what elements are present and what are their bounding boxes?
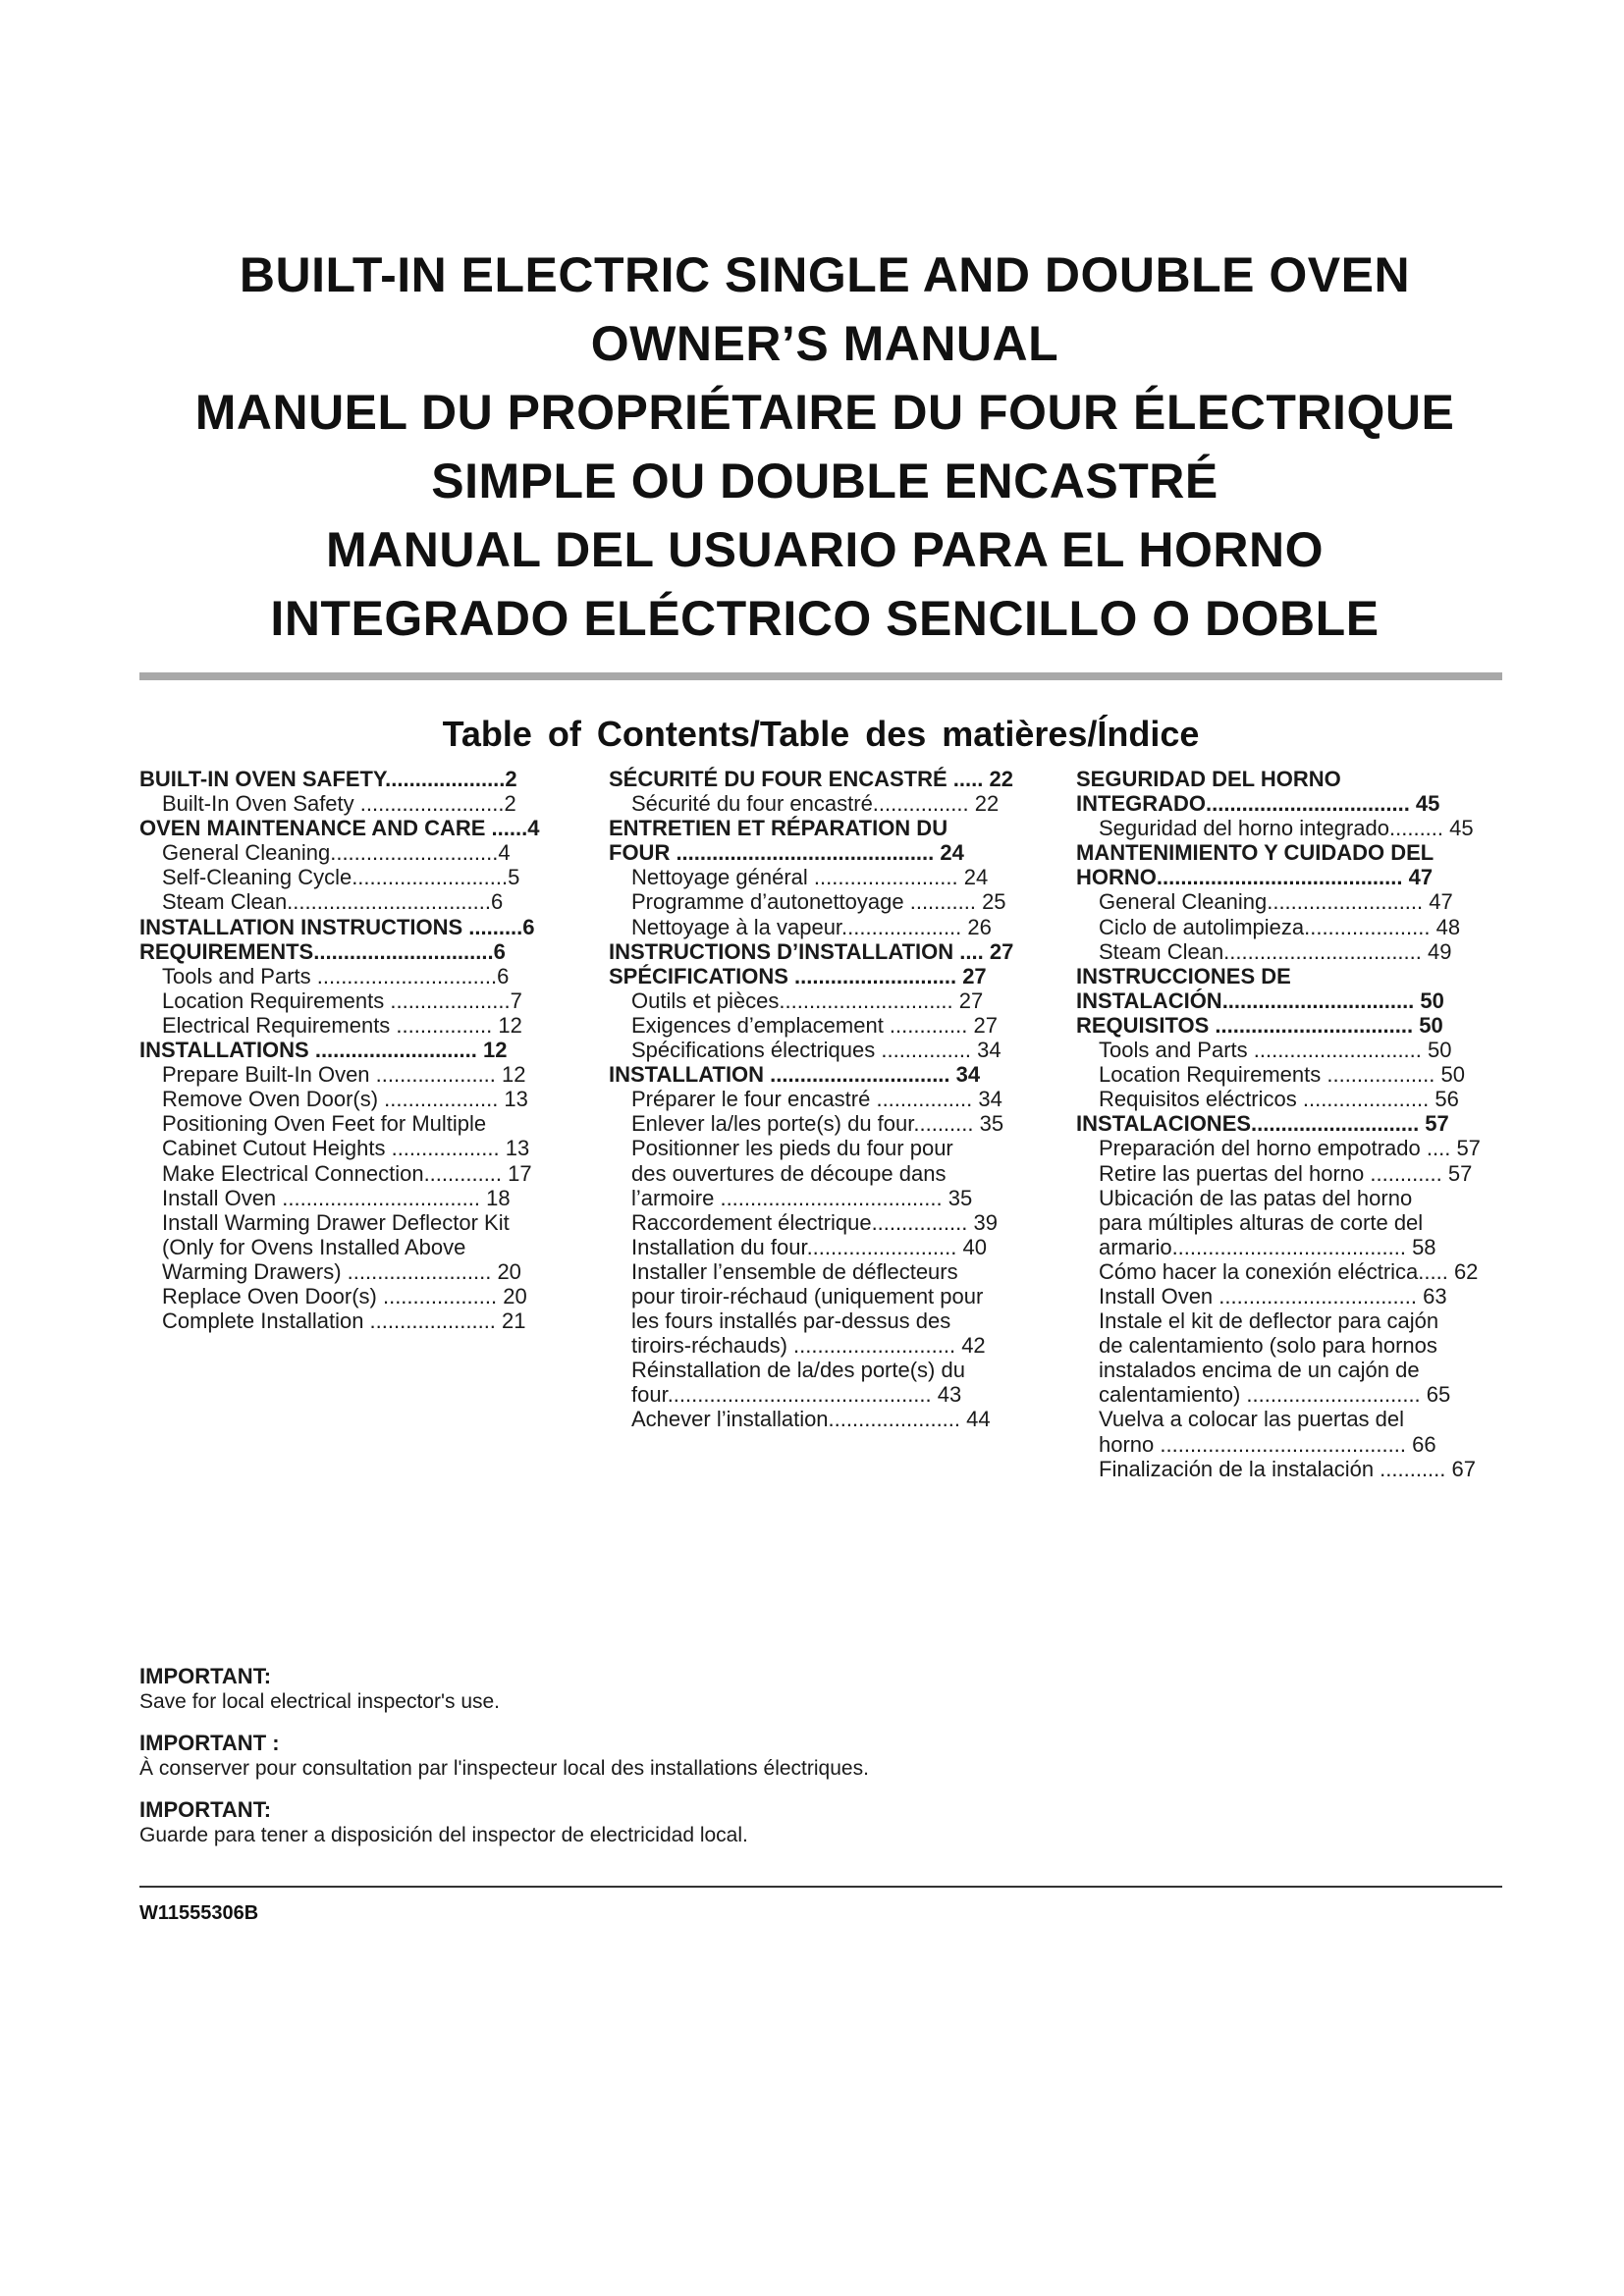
toc-entry[interactable]: General Cleaning............................4 [162,840,511,866]
toc-entry[interactable]: les fours installés par-dessus des [631,1308,951,1334]
toc-entry[interactable]: calentamiento) ............................. 65 [1099,1382,1451,1408]
note-text-spanish: Guarde para tener a disposición del inspector de electricidad local. [139,1824,748,1846]
note-text-french: À conserver pour consultation par l'inspecteur local des installations électriques. [139,1757,869,1780]
toc-entry[interactable]: Exigences d’emplacement ............. 27 [631,1012,998,1038]
toc-entry[interactable]: Install Oven ................................. 63 [1099,1283,1447,1308]
toc-heading: Table of Contents/Table des matières/Índice [442,714,1200,754]
toc-entry[interactable]: Instale el kit de deflector para cajón [1099,1308,1439,1334]
toc-section[interactable]: SÉCURITÉ DU FOUR ENCASTRÉ ..... 22 [609,767,1013,791]
toc-entry[interactable]: Retire las puertas del horno ............ 57 [1099,1160,1473,1186]
toc-entry[interactable]: Location Requirements ....................7 [162,988,522,1013]
toc-entry[interactable]: Nettoyage à la vapeur.................... 26 [631,914,992,939]
toc-entry[interactable]: para múltiples alturas de corte del [1099,1209,1424,1235]
toc-section[interactable]: OVEN MAINTENANCE AND CARE ......4 [139,816,540,841]
title-line: INTEGRADO ELÉCTRICO SENCILLO O DOBLE [270,591,1380,646]
toc-column-english [139,767,581,1333]
title-line: BUILT-IN ELECTRIC SINGLE AND DOUBLE OVEN [239,247,1411,302]
toc-entry[interactable]: Ciclo de autolimpieza..................... 48 [1099,914,1461,939]
toc-section[interactable]: INSTALACIÓN................................ 50 [1076,988,1444,1013]
note-text-english: Save for local electrical inspector's use. [139,1690,501,1713]
toc-entry[interactable]: Replace Oven Door(s) ................... 20 [162,1283,527,1308]
title-line: OWNER’S MANUAL [590,316,1059,371]
toc-entry[interactable]: Vuelva a colocar las puertas del [1099,1407,1405,1432]
toc-entry[interactable]: Programme d’autonettoyage ........... 25 [631,889,1006,915]
toc-entry[interactable]: Préparer le four encastré ................ 34 [631,1087,1002,1112]
note-label-french: IMPORTANT : [139,1731,280,1755]
toc-entry[interactable]: Install Oven ................................. 18 [162,1185,511,1210]
toc-entry[interactable]: Raccordement électrique................ 39 [631,1209,998,1235]
toc-entry[interactable]: Positioning Oven Feet for Multiple [162,1111,487,1137]
toc-entry[interactable]: l’armoire ..................................... 35 [631,1185,973,1210]
toc-section[interactable]: INSTALLATION INSTRUCTIONS .........6 [139,914,535,939]
title-line: SIMPLE OU DOUBLE ENCASTRÉ [431,454,1218,508]
toc-entry[interactable]: Spécifications électriques ............... 34 [631,1038,1001,1063]
toc-section[interactable]: INSTALLATIONS ........................... 12 [139,1038,508,1063]
toc-entry[interactable]: Seguridad del horno integrado......... 45 [1099,816,1474,841]
toc-entry[interactable]: Prepare Built-In Oven .................... 12 [162,1062,526,1088]
footer-divider [139,1886,1502,1888]
toc-entry[interactable]: Location Requirements .................. 50 [1099,1062,1465,1088]
note-label-spanish: IMPORTANT: [139,1797,272,1822]
toc-section[interactable]: BUILT-IN OVEN SAFETY....................2 [139,767,517,791]
toc-section[interactable]: INSTRUCTIONS D’INSTALLATION .... 27 [609,938,1014,964]
toc-entry[interactable]: (Only for Ovens Installed Above [162,1234,466,1259]
title-line: MANUEL DU PROPRIÉTAIRE DU FOUR ÉLECTRIQUE [194,385,1455,440]
toc-entry[interactable]: Ubicación de las patas del horno [1099,1185,1413,1210]
toc-entry[interactable]: de calentamiento (solo para hornos [1099,1333,1437,1359]
toc-entry[interactable]: armario....................................... 58 [1099,1234,1436,1259]
toc-entry[interactable]: instalados encima de un cajón de [1099,1358,1420,1383]
toc-entry[interactable]: des ouvertures de découpe dans [631,1160,947,1186]
toc-entry[interactable]: Preparación del horno empotrado .... 57 [1099,1136,1481,1161]
toc-entry[interactable]: Installation du four......................... 40 [631,1234,987,1259]
toc-entry[interactable]: Tools and Parts ............................ 50 [1099,1038,1452,1063]
toc-section[interactable]: SPÉCIFICATIONS ........................... 27 [609,963,987,988]
important-notes [139,1664,1514,1864]
toc-section[interactable]: INSTALLATION .............................. 34 [609,1062,981,1088]
manual-title [137,240,1512,653]
toc-entry[interactable]: Enlever la/les porte(s) du four.......... 35 [631,1111,1004,1137]
toc-entry[interactable]: Cómo hacer la conexión eléctrica..... 62 [1099,1258,1479,1284]
toc-entry[interactable]: Outils et pièces............................. 27 [631,988,984,1013]
toc-entry[interactable]: Finalización de la instalación ........... 67 [1099,1456,1476,1481]
toc-section[interactable]: INSTRUCCIONES DE [1076,963,1291,988]
toc-entry[interactable]: pour tiroir-réchaud (uniquement pour [631,1283,984,1308]
toc-entry[interactable]: Steam Clean..................................6 [162,889,504,915]
toc-entry[interactable]: Tools and Parts ..............................6 [162,963,510,988]
toc-entry[interactable]: Requisitos eléctricos ..................... 56 [1099,1087,1459,1112]
toc-entry[interactable]: horno ......................................... 66 [1099,1431,1436,1457]
toc-entry[interactable]: Installer l’ensemble de déflecteurs [631,1258,958,1284]
toc-entry[interactable]: Warming Drawers) ........................ 20 [162,1258,521,1284]
toc-entry[interactable]: Electrical Requirements ................ 12 [162,1012,522,1038]
title-divider [139,672,1502,680]
toc-section[interactable]: INTEGRADO.................................. 45 [1076,791,1440,817]
toc-section[interactable]: REQUISITOS ................................. 50 [1076,1012,1443,1038]
toc-section[interactable]: REQUIREMENTS..............................6 [139,938,506,964]
toc-entry[interactable]: tiroirs-réchauds) ........................... 42 [631,1333,986,1359]
toc-entry[interactable]: Make Electrical Connection............. 17 [162,1160,532,1186]
toc-entry[interactable]: Built-In Oven Safety ........................2 [162,791,516,817]
toc-entry[interactable]: Réinstallation de la/des porte(s) du [631,1358,965,1383]
toc-entry[interactable]: General Cleaning.......................... 47 [1099,889,1453,915]
toc-entry[interactable]: Cabinet Cutout Heights .................. 13 [162,1136,530,1161]
toc-entry[interactable]: Steam Clean................................. 49 [1099,938,1452,964]
toc-section[interactable]: INSTALACIONES............................ 57 [1076,1111,1449,1137]
toc-entry[interactable]: Self-Cleaning Cycle..........................5 [162,865,520,890]
toc-section[interactable]: MANTENIMIENTO Y CUIDADO DEL [1076,840,1435,866]
toc-section[interactable]: HORNO......................................... 47 [1076,865,1434,890]
toc-section[interactable]: SEGURIDAD DEL HORNO [1076,767,1341,791]
toc-entry[interactable]: Install Warming Drawer Deflector Kit [162,1209,510,1235]
toc-column-spanish [1076,767,1518,1481]
note-label-english: IMPORTANT: [139,1664,272,1688]
toc-entry[interactable]: Nettoyage général ........................ 24 [631,865,989,890]
toc-entry[interactable]: Positionner les pieds du four pour [631,1136,953,1161]
toc-entry[interactable]: Complete Installation ..................... 21 [162,1308,526,1334]
title-line: MANUAL DEL USUARIO PARA EL HORNO [325,522,1325,577]
document-id: W11555306B [139,1902,259,1924]
toc-section[interactable]: FOUR ........................................... 24 [609,840,964,866]
toc-entry[interactable]: four............................................ 43 [631,1382,962,1408]
toc-section[interactable]: ENTRETIEN ET RÉPARATION DU [609,816,948,841]
toc-entry[interactable]: Sécurité du four encastré................ 22 [631,791,1000,817]
toc-column-french [609,767,1066,1432]
toc-entry[interactable]: Achever l’installation...................... 44 [631,1407,991,1432]
toc-entry[interactable]: Remove Oven Door(s) ................... 13 [162,1087,528,1112]
